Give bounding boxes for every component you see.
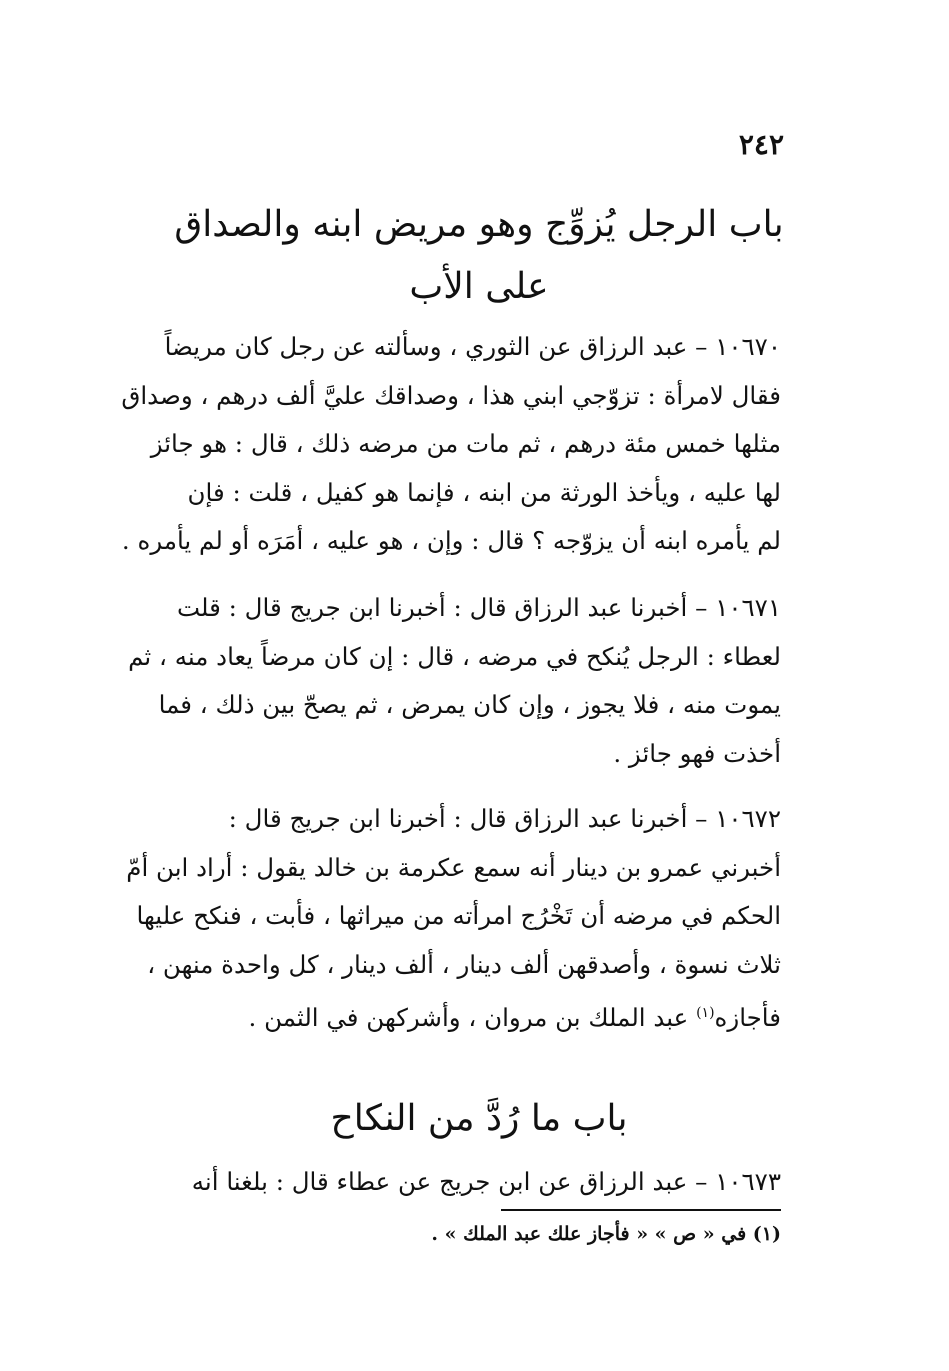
text-line: ١٠٦٧٠ – عبد الرزاق عن الثوري ، وسألته عن رجل كان مريضاً xyxy=(164,332,781,361)
footnote-divider xyxy=(501,1209,781,1211)
hadith-10673 xyxy=(116,1158,781,1207)
text-line: ثلاث نسوة ، وأصدقهن ألف دينار ، ألف دينار ، كل واحدة منهن ، xyxy=(147,949,781,979)
text-line: فقال لامرأة : تزوّجي ابني هذا ، وصداقك عليَّ ألف درهم ، وصداق xyxy=(121,380,781,410)
chapter-heading-2: باب ما رُدَّ من النكاح xyxy=(330,1098,628,1139)
text-line: لم يأمره ابنه أن يزوّجه ؟ قال : وإن ، هو عليه ، أمَرَه أو لم يأمره . xyxy=(121,526,781,556)
text-line: ١٠٦٧٣ – عبد الرزاق عن ابن جريج عن عطاء قال : بلغنا أنه xyxy=(191,1167,781,1196)
footnote: (١) في « ص » « فأجاز علك عبد الملك » . xyxy=(431,1223,781,1245)
text-line: ١٠٦٧٢ – أخبرنا عبد الرزاق قال : أخبرنا ابن جريج قال : xyxy=(228,804,781,833)
chapter-heading-line-1: باب الرجل يُزوِّج وهو مريض ابنه والصداق xyxy=(174,204,784,245)
chapter-heading-line-2: على الأب xyxy=(409,266,549,307)
text-line: أخبرني عمرو بن دينار أنه سمع عكرمة بن خالد يقول : أراد ابن أمّ xyxy=(126,852,781,882)
footnote-marker: (١) xyxy=(696,1005,715,1022)
text-segment: فأجازه xyxy=(714,1003,781,1033)
text-line: أخذت فهو جائز . xyxy=(613,738,781,768)
text-line: مثلها خمس مئة درهم ، ثم مات من مرضه ذلك ، قال : هو جائز xyxy=(150,429,781,459)
text-line: لها عليه ، ويأخذ الورثة من ابنه ، فإنما هو كفيل ، قلت : فإن xyxy=(187,477,781,507)
text-segment: عبد الملك بن مروان ، وأشركهن في الثمن . xyxy=(248,1003,689,1033)
text-line: ١٠٦٧١ – أخبرنا عبد الرزاق قال : أخبرنا ابن جريج قال : قلت xyxy=(176,593,781,622)
text-line: لعطاء : الرجل يُنكح في مرضه ، قال : إن كان مرضاً يعاد منه ، ثم xyxy=(128,641,781,671)
hadith-10671 xyxy=(116,584,781,778)
chapter-heading xyxy=(169,194,789,318)
text-line: يموت منه ، فلا يجوز ، وإن كان يمرض ، ثم يصحّ بين ذلك ، فما xyxy=(158,690,781,720)
hadith-10670 xyxy=(116,323,781,566)
text-line: الحكم في مرضه أن تَخْرُج امرأته من ميراثها ، فأبت ، فنكح عليها xyxy=(136,901,781,931)
hadith-10672 xyxy=(116,795,781,1043)
text-line-with-footnote xyxy=(116,989,781,1043)
page-number: ٢٤٢ xyxy=(738,128,784,161)
